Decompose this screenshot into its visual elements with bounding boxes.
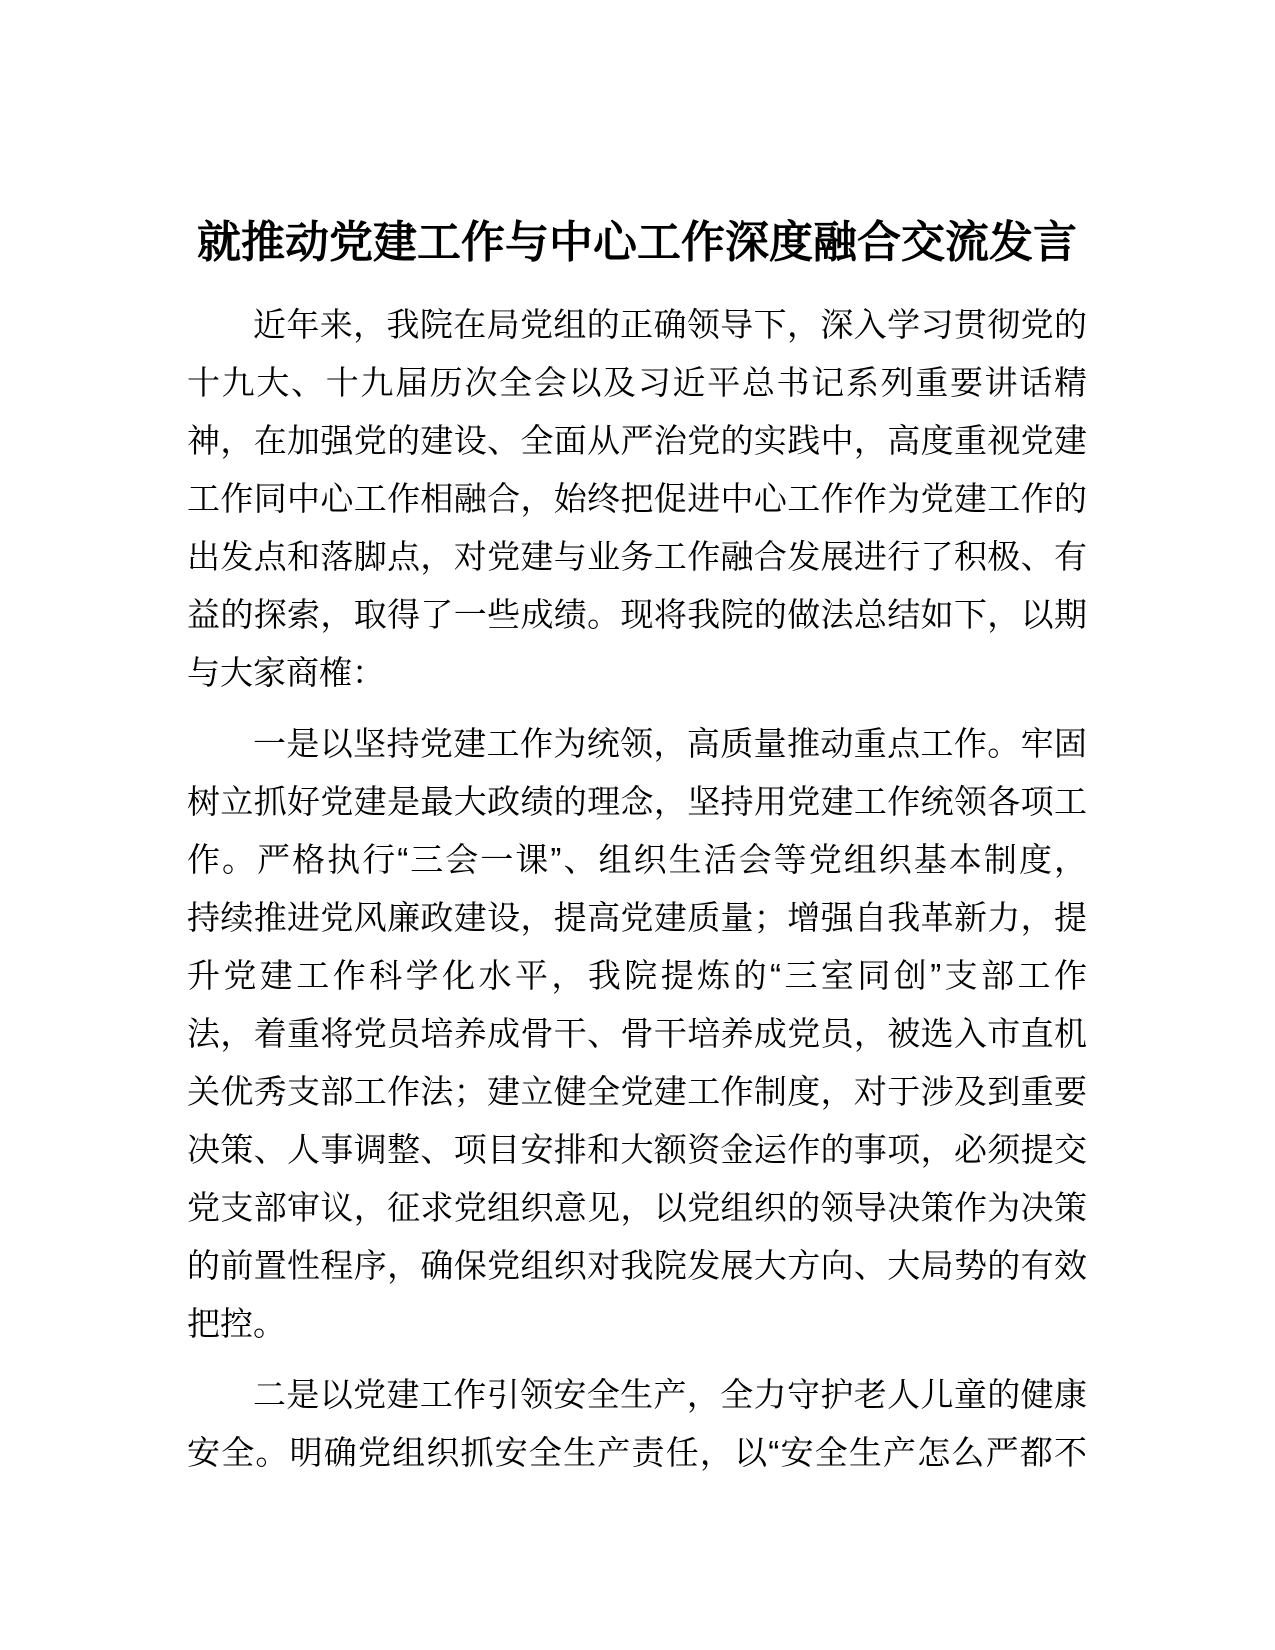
text-line: 作。严格执行“三会一课”、组织生活会等党组织基本制度， [187, 841, 1087, 878]
text-line: 党支部审议，征求党组织意见，以党组织的领导决策作为决策 [187, 1189, 1087, 1226]
text-line: 的前置性程序，确保党组织对我院发展大方向、大局势的有效 [187, 1247, 1087, 1284]
text-line: 持续推进党风廉政建设，提高党建质量；增强自我革新力，提 [187, 899, 1087, 936]
text-line: 把控。 [187, 1305, 286, 1342]
text-line: 与大家商榷： [187, 654, 385, 691]
text-line: 一是以坚持党建工作为统领，高质量推动重点工作。牢固 [253, 725, 1087, 762]
document-body [187, 296, 1087, 1482]
text-line: 安全。明确党组织抓安全生产责任，以“安全生产怎么严都不 [187, 1434, 1087, 1471]
text-line: 工作同中心工作相融合，始终把促进中心工作作为党建工作的 [187, 480, 1087, 517]
text-line: 二是以党建工作引领安全生产，全力守护老人儿童的健康 [253, 1376, 1087, 1413]
paragraph [187, 296, 1087, 702]
text-line: 决策、人事调整、项目安排和大额资金运作的事项，必须提交 [187, 1131, 1087, 1168]
text-line: 益的探索，取得了一些成绩。现将我院的做法总结如下，以期 [187, 596, 1087, 633]
text-line: 十九大、十九届历次全会以及习近平总书记系列重要讲话精 [187, 364, 1087, 401]
document-title: 就推动党建工作与中心工作深度融合交流发言 [197, 218, 1077, 267]
text-line: 近年来，我院在局党组的正确领导下，深入学习贯彻党的 [253, 306, 1087, 343]
text-line: 树立抓好党建是最大政绩的理念，坚持用党建工作统领各项工 [187, 783, 1087, 820]
text-line: 神，在加强党的建设、全面从严治党的实践中，高度重视党建 [187, 422, 1087, 459]
text-line: 关优秀支部工作法；建立健全党建工作制度，对于涉及到重要 [187, 1073, 1087, 1110]
text-line: 出发点和落脚点，对党建与业务工作融合发展进行了积极、有 [187, 538, 1087, 575]
text-line: 法，着重将党员培养成骨干、骨干培养成党员，被选入市直机 [187, 1015, 1087, 1052]
paragraph [187, 1366, 1087, 1482]
text-line: 升党建工作科学化水平，我院提炼的“三室同创”支部工作 [187, 957, 1087, 994]
paragraph [187, 715, 1087, 1353]
